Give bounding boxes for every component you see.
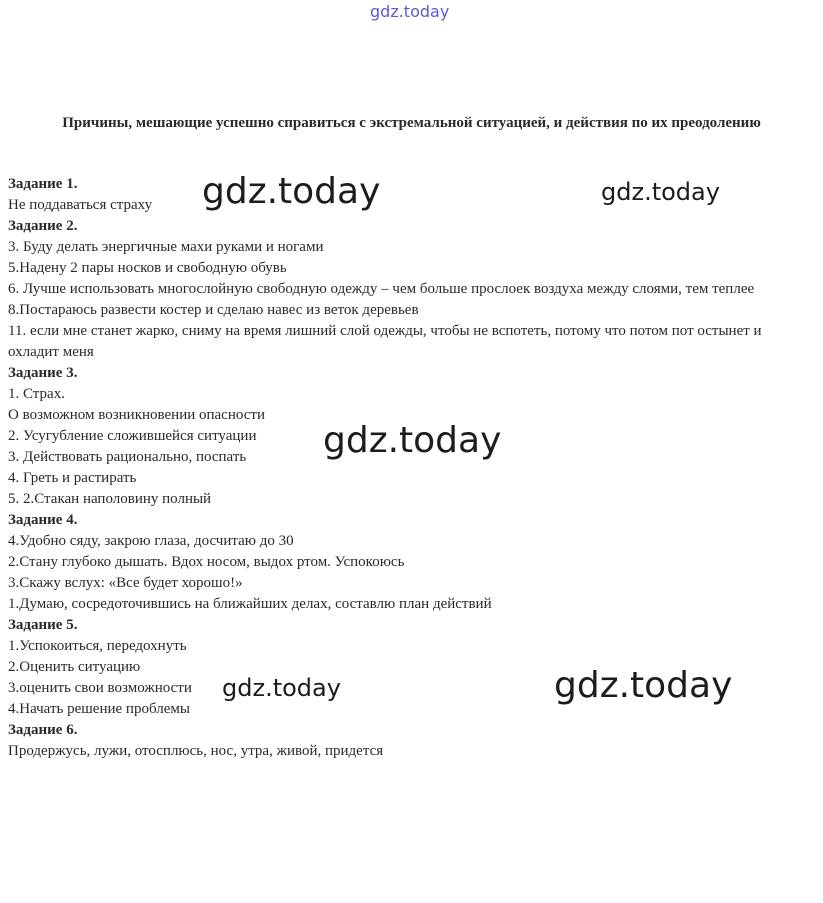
task-heading: Задание 1. <box>8 176 78 192</box>
page-title: Причины, мешающие успешно справиться с экстремальной ситуацией, и действия по их преодолению <box>62 115 761 131</box>
task-line: 1. Страх. <box>8 386 65 402</box>
watermark: gdz.today <box>554 665 733 706</box>
watermark-top: gdz.today <box>370 2 450 21</box>
watermark: gdz.today <box>202 171 381 212</box>
task-line: 3.Скажу вслух: «Все будет хорошо!» <box>8 575 243 591</box>
task-line: 2.Стану глубоко дышать. Вдох носом, выдох ртом. Успокоюсь <box>8 554 405 570</box>
task-line: 11. если мне станет жарко, сниму на время лишний слой одежды, чтобы не вспотеть, потому что потом пот остынет и охладит меня <box>8 323 762 360</box>
task-line: 6. Лучше использовать многослойную свободную одежду – чем больше прослоек воздуха между слоями, тем теплее <box>8 281 755 297</box>
watermark: gdz.today <box>222 674 341 702</box>
watermark: gdz.today <box>601 178 720 206</box>
task-line: Продержусь, лужи, отосплюсь, нос, утра, живой, придется <box>8 743 384 759</box>
task-line: 3. Действовать рационально, поспать <box>8 449 247 465</box>
task-line: 3.оценить свои возможности <box>8 680 192 696</box>
task-line: 1.Думаю, сосредоточившись на ближайших делах, составлю план действий <box>8 596 492 612</box>
task-line: О возможном возникновении опасности <box>8 407 265 423</box>
task-line: 1.Успокоиться, передохнуть <box>8 638 187 654</box>
task-line: 2. Усугубление сложившейся ситуации <box>8 428 257 444</box>
task-line: 5.Надену 2 пары носков и свободную обувь <box>8 260 287 276</box>
watermark: gdz.today <box>323 420 502 461</box>
task-line: 5. 2.Стакан наполовину полный <box>8 491 212 507</box>
task-heading: Задание 6. <box>8 722 78 738</box>
task-line: 4.Удобно сяду, закрою глаза, досчитаю до 30 <box>8 533 294 549</box>
task-line: Не поддаваться страху <box>8 197 153 213</box>
task-heading: Задание 4. <box>8 512 78 528</box>
task-line: 3. Буду делать энергичные махи руками и ногами <box>8 239 324 255</box>
task-heading: Задание 5. <box>8 617 78 633</box>
task-heading: Задание 3. <box>8 365 78 381</box>
task-6 <box>8 720 808 762</box>
task-line: 4. Греть и растирать <box>8 470 137 486</box>
task-4 <box>8 510 808 615</box>
task-line: 2.Оценить ситуацию <box>8 659 141 675</box>
task-2 <box>8 216 808 363</box>
task-heading: Задание 2. <box>8 218 78 234</box>
task-line: 4.Начать решение проблемы <box>8 701 190 717</box>
task-line: 8.Постараюсь развести костер и сделаю навес из веток деревьев <box>8 302 419 318</box>
